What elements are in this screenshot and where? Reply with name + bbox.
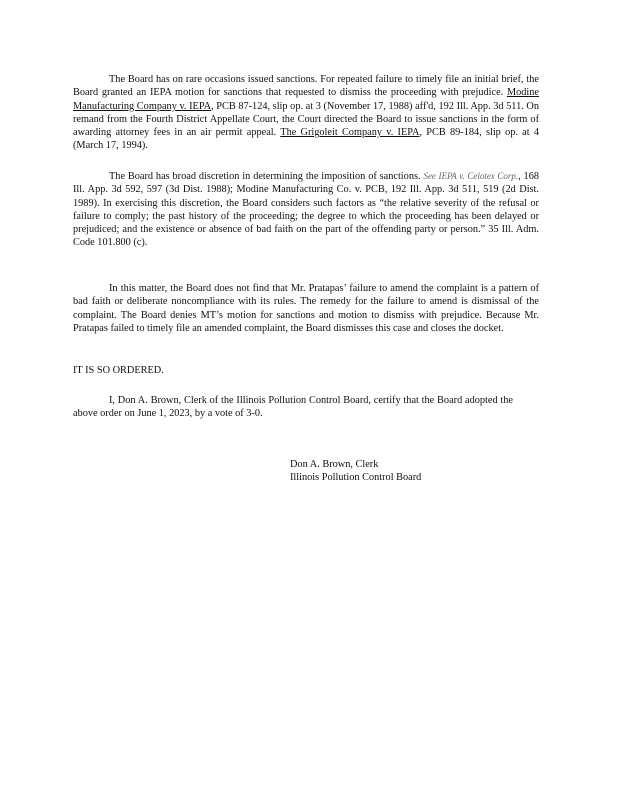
clerk-certification bbox=[73, 394, 513, 421]
paragraph-text: , PCB 89-184, slip op. at 4 (March 17, 1994). bbox=[73, 127, 539, 152]
paragraph-text: , 168 Ill. App. 3d 592, 597 (3d Dist. 1988); Modine Manufacturing Co. v. PCB, 192 Ill. App. 3d 511, 519 (2d Dist. 1989). In exercising this discretion, the Board considers such factors as “the relative severity of the refusal or failure to comply; the past history of the proceeding; the degree to which the proceeding has been delayed or prejudiced; and the existence or absence of bad faith on the part of the offending party or person.” 35 Ill. Adm. Code 101.800 (c). bbox=[73, 171, 540, 249]
paragraph-text: , PCB 87-124, slip op. at 3 (November 17, 1988) aff'd, 192 Ill. App. 3d 511. On remand from the Fourth District Appellate Court, the Court directed the Board to issue sanctions in the form of awarding attorney fees in an air permit appeal. bbox=[73, 100, 539, 139]
board-discretion-paragraph bbox=[73, 170, 539, 250]
sanctions-history-paragraph bbox=[73, 73, 539, 153]
case-citation-modine: Modine Manufacturing Company v. IEPA bbox=[73, 87, 539, 112]
order-statement: IT IS SO ORDERED. bbox=[73, 365, 164, 376]
ruling-paragraph bbox=[73, 282, 539, 335]
paragraph-body bbox=[73, 170, 539, 250]
signature-block bbox=[290, 458, 421, 485]
signer-name-title: Don A. Brown, Clerk bbox=[290, 459, 379, 470]
paragraph-text: The Board has on rare occasions issued sanctions. For repeated failure to timely file an initial brief, the Board granted an IEPA motion for sanctions that requested to dismiss the proceeding with prejudice. bbox=[73, 74, 539, 99]
certification-text: I, Don A. Brown, Clerk of the Illinois Pollution Control Board, certify that the Board adopted the above order on June 1, 2023, by a vote of 3-0. bbox=[73, 395, 513, 420]
paragraph-text: In this matter, the Board does not find that Mr. Pratapas’ failure to amend the complaint is a pattern of bad faith or deliberate noncompliance with its rules. The remedy for the failure to amend is dismissal of the complaint. The Board denies MT’s motion for sanctions and motion to dismiss with prejudice. Because Mr. Pratapas failed to timely file an amended complaint, the Board dismisses this case and closes the docket. bbox=[73, 283, 539, 334]
signer-organization: Illinois Pollution Control Board bbox=[290, 472, 422, 484]
paragraph-body bbox=[73, 73, 539, 153]
case-citation-celotex: See IEPA v. Celotex Corp. bbox=[423, 171, 519, 181]
case-citation-grigoleit: The Grigoleit Company v. IEPA bbox=[280, 127, 420, 139]
paragraph-text: The Board has broad discretion in determining the imposition of sanctions. bbox=[109, 171, 421, 182]
